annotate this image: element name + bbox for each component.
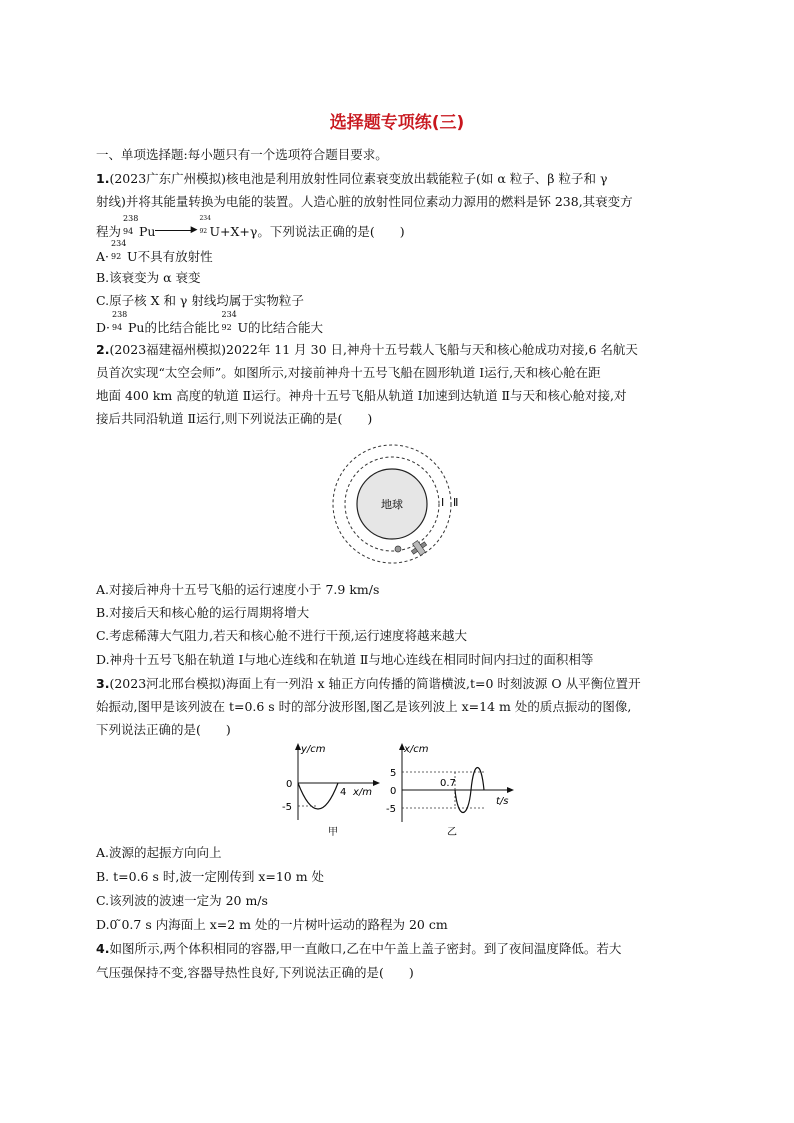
reaction-arrow-icon: ▶ [155,224,197,236]
question-1-option-a [96,239,213,266]
u-mass-number-eq: 234 [199,215,211,222]
zero-label-b: 0 [390,786,397,797]
u-atomic-number-a: 92 [111,252,122,261]
pu-mass-number-d: 238 [112,310,128,319]
t-0.7-label: 0.7 [440,778,456,789]
y-axis-label-b: x/cm [404,744,429,755]
wave-curve-a [298,783,338,809]
u-mass-number-a: 234 [111,239,127,248]
question-2-line-2: 员首次实现“太空会师”。如图所示,对接前神舟十五号飞船在圆形轨道 Ⅰ运行,天和核心舱在距 [96,365,601,380]
option-d-label: D· [96,320,110,335]
y-axis-label-a: y/cm [301,744,326,755]
neg5-label-a: -5 [282,802,292,813]
page-title: 选择题专项练(三) [329,113,465,133]
question-3-line-1 [96,675,641,693]
wave-graph-a [278,740,384,840]
question-2-line-3: 地面 400 km 高度的轨道 Ⅱ运行。神舟十五号飞船从轨道 Ⅰ加速到达轨道 Ⅱ与天和核心舱对接,对 [96,388,627,403]
question-2-option-d: D.神舟十五号飞船在轨道 Ⅰ与地心连线和在轨道 Ⅱ与地心连线在相同时间内扫过的面积相等 [96,652,594,667]
x-axis-label-a: x/m [353,787,373,798]
option-d-middle: 的比结合能比 [144,320,220,335]
question-3-line-2: 始振动,图甲是该列波在 t=0.6 s 时的部分波形图,图乙是该列波上 x=14 m 处的质点振动的图像, [96,699,632,714]
question-2-number: 2. [96,342,110,357]
u-symbol-d: U [237,320,249,335]
equation-suffix: 。下列说法正确的是( ) [257,224,405,239]
question-3-text: (2023河北邢台模拟)海面上有一列沿 x 轴正方向传播的简谐横波,t=0 时刻波源 O 从平衡位置开 [109,676,641,691]
question-2-option-c: C.考虑稀薄大气阻力,若天和核心舱不进行干预,运行速度将越来越大 [96,628,468,643]
space-station-icon [408,538,429,559]
orbit-2-label: Ⅱ [453,496,459,509]
question-4-text: 如图所示,两个体积相同的容器,甲一直敞口,乙在中午盖上盖子密封。到了夜间温度降低。若大 [109,941,622,956]
u-symbol-eq: U [209,224,221,239]
question-2-option-b: B.对接后天和核心舱的运行周期将增大 [96,605,310,620]
tick-4-label: 4 [340,787,347,798]
question-3-option-c: C.该列波的波速一定为 20 m/s [96,893,268,908]
question-2-text: (2023福建福州模拟)2022年 11 月 30 日,神舟十五号载人飞船与天和核心舱成功对接,6 名航天 [109,342,638,357]
earth-label: 地球 [381,498,403,511]
equation-rest: +X+γ [220,224,258,239]
question-2-line-1 [96,341,638,359]
axis-x-arrow-icon [373,780,380,786]
pu-atomic-number: 94 [123,227,134,236]
x-axis-label-b: t/s [496,796,509,807]
question-3-option-a: A.波源的起振方向向上 [96,845,222,860]
question-3-option-d: D.0 ̃0.7 s 内海面上 x=2 m 处的一片树叶运动的路程为 20 cm [96,917,448,932]
neg5-label-b: -5 [386,804,396,815]
section-heading: 一、单项选择题:每小题只有一个选项符合题目要求。 [96,147,388,162]
option-a-label: A· [96,249,110,264]
question-1-option-c: C.原子核 X 和 γ 射线均属于实物粒子 [96,293,304,308]
question-1-option-d [96,310,324,337]
question-3-option-b: B. t=0.6 s 时,波一定刚传到 x=10 m 处 [96,869,325,884]
nuclide-u-d [219,310,237,334]
axis-x-arrow-icon-b [507,787,514,793]
pu-symbol: Pu [139,224,156,239]
u-mass-number-d: 234 [221,310,237,319]
u-symbol-a: U [127,249,138,264]
vibration-graph-b [384,740,519,840]
caption-b: 乙 [447,827,457,838]
u-atomic-number-eq: 92 [199,228,208,235]
question-4-line-1 [96,940,621,958]
equation-prefix: 程为 [96,224,122,239]
nuclide-u-a [109,239,127,263]
caption-a: 甲 [328,827,338,838]
nuclide-pu [121,214,139,238]
question-4-number: 4. [96,941,110,956]
question-1-option-b: B.该衰变为 α 衰变 [96,270,201,285]
question-1-number: 1. [96,171,110,186]
question-1-equation-line [96,214,405,241]
question-1-line-2: 射线)并将其能量转换为电能的装置。人造心脏的放射性同位素动力源用的燃料是钚 238,其衰变方 [96,194,633,209]
pu-mass-number: 238 [123,214,139,223]
spacecraft-icon [395,546,401,552]
question-3-number: 3. [96,676,110,691]
option-d-text: 的比结合能大 [248,320,324,335]
question-2-line-4: 接后共同沿轨道 Ⅱ运行,则下列说法正确的是( ) [96,411,373,426]
question-3-line-3: 下列说法正确的是( ) [96,722,231,737]
option-a-text: 不具有放射性 [137,249,213,264]
question-4-line-2: 气压强保持不变,容器导热性良好,下列说法正确的是( ) [96,965,414,980]
pos5-label-b: 5 [390,768,397,779]
question-1-text: (2023广东广州模拟)核电池是利用放射性同位素衰变放出载能粒子(如 α 粒子、β 粒子和 γ [109,171,608,186]
nuclide-pu-d [110,310,128,334]
nuclide-u-eq [197,215,211,238]
pu-symbol-d: Pu [128,320,145,335]
zero-label-a: 0 [286,779,293,790]
orbit-diagram [325,442,475,566]
pu-atomic-number-d: 94 [112,323,123,332]
question-2-option-a: A.对接后神舟十五号飞船的运行速度小于 7.9 km/s [96,582,380,597]
u-atomic-number-d: 92 [221,323,232,332]
question-1-line-1 [96,170,607,188]
orbit-1-label: Ⅰ [441,496,445,509]
